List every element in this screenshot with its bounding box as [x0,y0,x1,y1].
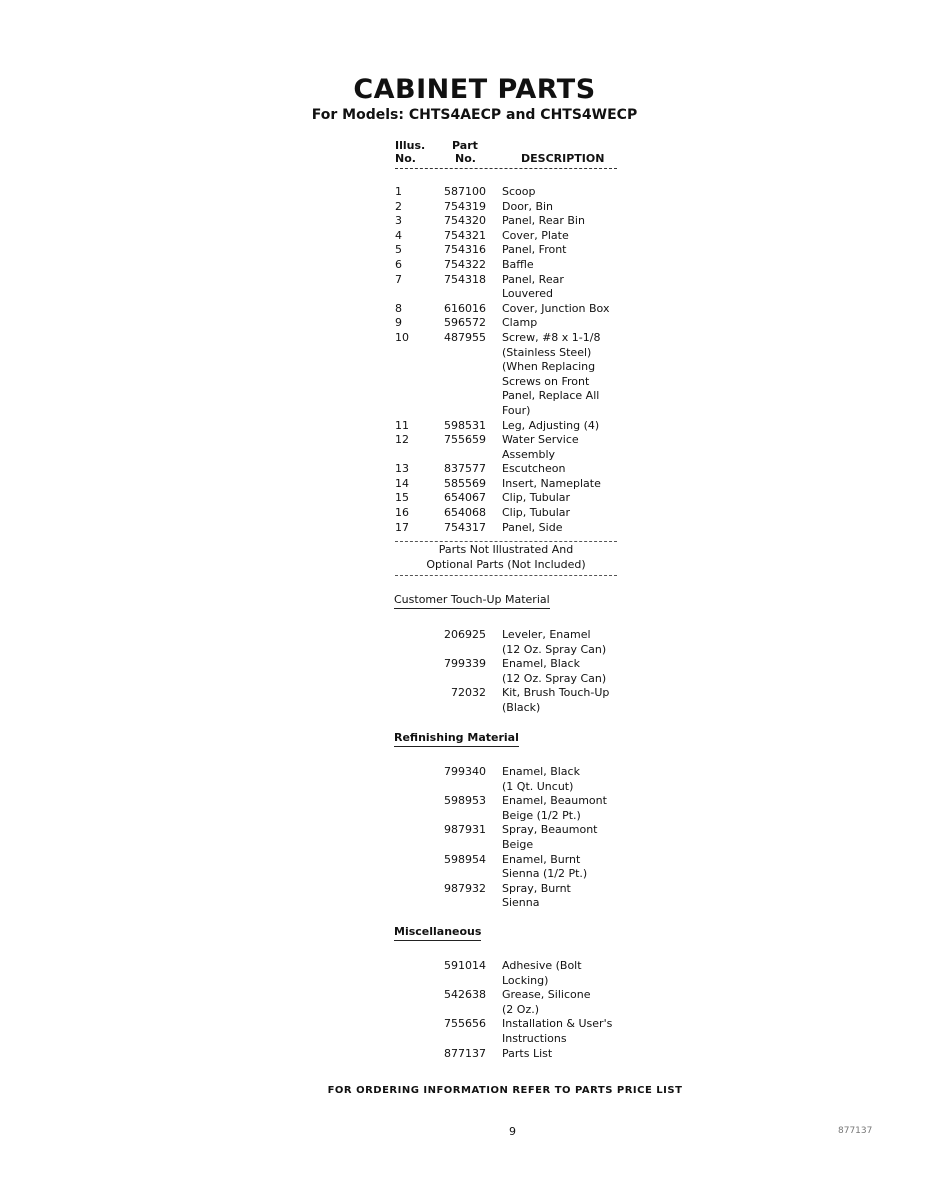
part-description [502,200,662,215]
part-number: 591014 [444,959,486,972]
description-line: (1 Qt. Uncut) [502,779,574,793]
part-number: 877137 [444,1046,486,1060]
description-line: Clamp [502,316,538,330]
description-line: Screws on Front [502,374,590,388]
illus-number: 1 [395,185,402,198]
description-line: Louvered [502,287,553,301]
description-line: Enamel, Black [502,765,580,778]
part-description [502,316,662,331]
part-description [502,1017,662,1046]
note-line-2: Optional Parts (Not Included) [426,558,586,571]
table-row [0,823,949,852]
description-line: (2 Oz.) [502,1002,540,1016]
part-number: 487955 [444,330,486,344]
part-number: 587100 [444,185,486,198]
part-description [502,419,662,434]
part-description [502,853,662,882]
part-number: 799339 [444,657,486,671]
part-description [502,258,662,273]
illus-number: 4 [395,228,402,242]
table-row [0,229,949,244]
illus-number: 2 [395,199,402,213]
table-row [0,214,949,229]
description-line: (Black) [502,700,541,714]
description-line: Instructions [502,1031,567,1045]
description-line: Four) [502,403,531,417]
part-number: 754319 [444,199,486,213]
description-line: Installation & User's [502,1017,613,1031]
description-line: Panel, Front [502,243,567,257]
table-row [0,959,949,988]
description-line: Parts List [502,1046,553,1060]
illus-number: 8 [395,301,402,315]
table-row [0,302,949,317]
part-number: 206925 [444,628,486,641]
part-number: 755659 [444,433,486,447]
part-number: 754320 [444,214,486,228]
description-line: Clip, Tubular [502,506,571,520]
header-divider [395,168,617,169]
illus-number: 6 [395,257,402,271]
header-illus-top: Illus. [395,139,426,152]
description-line: Water Service [502,433,579,447]
table-row [0,657,949,686]
illus-number: 3 [395,214,402,228]
description-line: Locking) [502,973,549,987]
description-line: Panel, Rear Bin [502,214,585,228]
part-description [502,214,662,229]
illus-number: 10 [395,330,409,344]
table-row [0,628,949,657]
part-description [502,959,662,988]
part-number: 542638 [444,988,486,1002]
misc-list [0,959,949,1061]
table-row [0,521,949,536]
description-line: Panel, Rear [502,272,564,286]
part-number: 598531 [444,418,486,432]
part-number: 598953 [444,794,486,808]
description-line: Sienna (1/2 Pt.) [502,867,588,881]
document-number: 877137 [838,1126,873,1136]
description-line: Spray, Beaumont [502,823,598,837]
part-description [502,331,662,419]
part-description [502,823,662,852]
table-row [0,273,949,302]
description-line: Insert, Nameplate [502,476,601,490]
description-line: Beige (1/2 Pt.) [502,808,581,822]
description-line: Leg, Adjusting (4) [502,418,600,432]
description-line: Leveler, Enamel [502,628,591,641]
part-description [502,243,662,258]
part-description [502,491,662,506]
part-description [502,477,662,492]
description-line: Door, Bin [502,199,554,213]
part-description [502,628,662,657]
description-line: Sienna [502,896,540,910]
header-illus-bottom: No. [395,152,416,165]
part-number: 754322 [444,257,486,271]
table-row [0,258,949,273]
description-line: Cover, Junction Box [502,301,610,315]
parts-table [0,185,949,535]
part-number: 72032 [451,686,486,700]
description-line: (When Replacing [502,360,596,374]
refinishing-list [0,765,949,911]
table-row [0,462,949,477]
illus-number: 15 [395,491,409,505]
part-description [502,521,662,536]
description-line: (Stainless Steel) [502,345,592,359]
part-description [502,686,662,715]
table-row [0,765,949,794]
part-number: 596572 [444,316,486,330]
table-row [0,794,949,823]
part-number: 654067 [444,491,486,505]
part-number: 754318 [444,272,486,286]
table-row [0,316,949,331]
illus-number: 7 [395,272,402,286]
description-line: (12 Oz. Spray Can) [502,642,607,656]
part-number: 799340 [444,765,486,778]
description-line: Spray, Burnt [502,881,571,895]
part-number: 754321 [444,228,486,242]
note-divider-bottom [395,575,617,576]
part-description [502,462,662,477]
part-description [502,302,662,317]
table-row [0,686,949,715]
touchup-list [0,628,949,716]
misc-section-title: Miscellaneous [394,925,481,941]
table-row [0,419,949,434]
table-row [0,491,949,506]
refinishing-section-title: Refinishing Material [394,731,519,747]
part-number: 754317 [444,520,486,534]
description-line: Panel, Side [502,520,563,534]
part-number: 598954 [444,852,486,866]
table-row [0,331,949,419]
illus-number: 14 [395,476,409,490]
illus-number: 5 [395,243,402,257]
part-number: 616016 [444,301,486,315]
part-description [502,185,662,200]
table-row [0,477,949,492]
part-description [502,506,662,521]
part-description [502,273,662,302]
description-line: Escutcheon [502,462,566,476]
description-line: Kit, Brush Touch-Up [502,686,610,700]
description-line: Cover, Plate [502,228,569,242]
illus-number: 13 [395,462,409,476]
table-row [0,506,949,521]
table-row [0,1047,949,1062]
header-part-bottom: No. [455,152,476,165]
page-title: CABINET PARTS [353,74,596,105]
description-line: Baffle [502,257,534,271]
part-description [502,765,662,794]
table-row [0,1017,949,1046]
part-description [502,988,662,1017]
part-description [502,657,662,686]
part-description [502,433,662,462]
description-line: Clip, Tubular [502,491,571,505]
part-description [502,1047,662,1062]
header-description: DESCRIPTION [521,152,605,165]
description-line: Beige [502,837,534,851]
touchup-section-title: Customer Touch-Up Material [394,593,550,609]
part-number: 987932 [444,881,486,895]
description-line: Panel, Replace All [502,389,600,403]
part-number: 755656 [444,1017,486,1031]
table-row [0,853,949,882]
description-line: Screw, #8 x 1-1/8 [502,330,601,344]
part-number: 585569 [444,476,486,490]
table-row [0,185,949,200]
description-line: Enamel, Burnt [502,852,581,866]
part-description [502,882,662,911]
part-number: 837577 [444,462,486,476]
illus-number: 9 [395,316,402,330]
part-description [502,794,662,823]
illus-number: 11 [395,418,409,432]
part-number: 654068 [444,506,486,520]
table-row [0,243,949,258]
part-description [502,229,662,244]
description-line: Adhesive (Bolt [502,959,582,972]
header-part-top: Part [452,139,478,152]
part-number: 754316 [444,243,486,257]
page-number: 9 [509,1125,516,1138]
table-row [0,200,949,215]
note-divider-top [395,541,617,542]
description-line: Scoop [502,185,536,198]
illus-number: 17 [395,520,409,534]
ordering-footer: FOR ORDERING INFORMATION REFER TO PARTS PRICE LIST [327,1085,683,1096]
table-row [0,433,949,462]
illus-number: 12 [395,433,409,447]
note-line-1: Parts Not Illustrated And [438,543,574,556]
description-line: Enamel, Beaumont [502,794,607,808]
description-line: Grease, Silicone [502,988,591,1002]
part-number: 987931 [444,823,486,837]
description-line: Assembly [502,447,556,461]
table-row [0,988,949,1017]
description-line: (12 Oz. Spray Can) [502,671,607,685]
description-line: Enamel, Black [502,657,580,671]
illus-number: 16 [395,506,409,520]
page-subtitle: For Models: CHTS4AECP and CHTS4WECP [311,107,638,123]
table-row [0,882,949,911]
